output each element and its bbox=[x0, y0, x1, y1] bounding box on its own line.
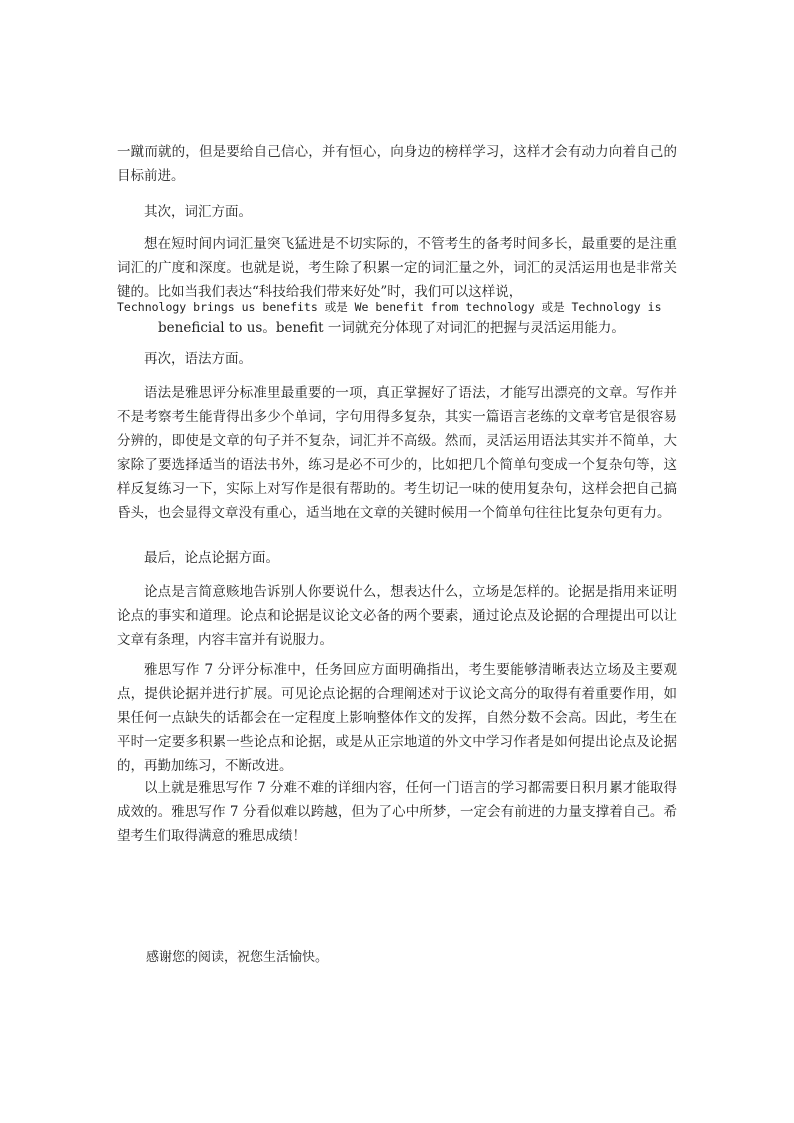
paragraph-vocabulary: 想在短时间内词汇量突飞猛进是不切实际的，不管考生的备考时间多长，最重要的是注重词汇的广度和深度。也就是说，考生除了积累一定的词汇量之外，词汇的灵活运用也是非常关键的。比如当我们表达“科技给我们带来好处”时，我们可以这样说， bbox=[117, 236, 677, 300]
paragraph-argument: 论点是言简意赅地告诉别人你要说什么，想表达什么，立场是怎样的。论据是指用来证明论点的事实和道理。论点和论据是议论文必备的两个要素，通过论点及论据的合理提出可以让文章有条理，内容丰富并有说服力。 bbox=[117, 584, 677, 648]
thanks-message: 感谢您的阅读，祝您生活愉快。 bbox=[146, 950, 329, 965]
paragraph-conclusion: 以上就是雅思写作 7 分难不难的详细内容，任何一门语言的学习都需要日积月累才能取得成效的。雅思写作 7 分看似难以跨越，但为了心中所梦，一定会有前进的力量支撑着自己。希望考生们取得满意的雅思成绩！ bbox=[117, 780, 677, 844]
heading-vocabulary: 其次，词汇方面。 bbox=[144, 204, 252, 220]
paragraph-continuation: 一蹴而就的，但是要给自己信心，并有恒心，向身边的榜样学习，这样才会有动力向着自己的目标前进。 bbox=[117, 144, 677, 184]
paragraph-vocabulary-english-line2 bbox=[158, 316, 625, 340]
paragraph-grammar: 语法是雅思评分标准里最重要的一项，真正掌握好了语法，才能写出漂亮的文章。写作并不是考察考生能背得出多少个单词，字句用得多复杂，其实一篇语言老练的文章考官是很容易分辨的，即使是文章的句子并不复杂，词汇并不高级。然而，灵活运用语法其实并不简单，大家除了要选择适当的语法书外，练习是必不可少的，比如把几个简单句变成一个复杂句等，这样反复练习一下，实际上对写作是很有帮助的。考生切记一味的使用复杂句，这样会把自己搞昏头，也会显得文章没有重心，适当地在文章的关键时候用一个简单句往往比复杂句更有力。 bbox=[117, 385, 677, 521]
english-line2-text: beneficial to us。benefit 一词就充分体现了对词汇的把握与灵活运用能力。 bbox=[158, 320, 625, 336]
heading-grammar: 再次，语法方面。 bbox=[144, 351, 252, 367]
heading-argument: 最后，论点论据方面。 bbox=[144, 550, 279, 566]
paragraph-scoring-standard: 雅思写作 7 分评分标准中，任务回应方面明确指出，考生要能够清晰表达立场及主要观点，提供论据并进行扩展。可见论点论据的合理阐述对于议论文高分的取得有着重要作用，如果任何一点缺失的话都会在一定程度上影响整体作文的发挥，自然分数不会高。因此，考生在平时一定要多积累一些论点和论据，或是从正宗地道的外文中学习作者是如何提出论点及论据的，再勤加练习，不断改进。 bbox=[117, 662, 677, 774]
paragraph-vocabulary-english-line1: Technology brings us benefits 或是 We benefit from technology 或是 Technology is bbox=[117, 300, 662, 314]
